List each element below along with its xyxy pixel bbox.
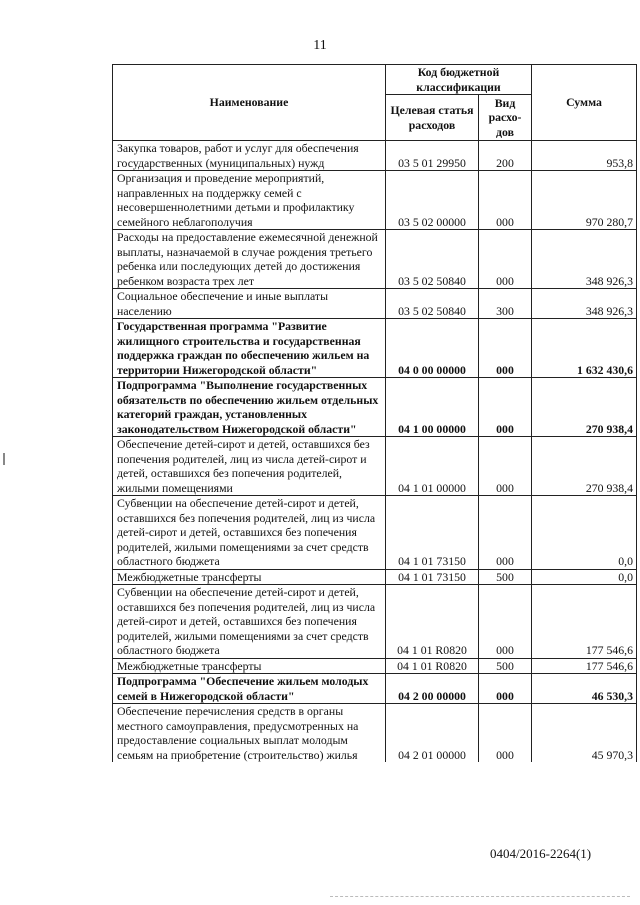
row-name: Социальное обеспечение и иные выплаты населению	[113, 289, 386, 319]
header-amount: Сумма	[532, 65, 637, 141]
row-type: 500	[479, 569, 532, 585]
row-type: 000	[479, 378, 532, 437]
row-sum: 0,0	[532, 569, 637, 585]
row-code: 03 5 02 00000	[386, 171, 479, 230]
row-type: 300	[479, 289, 532, 319]
row-name: Подпрограмма "Выполнение государственных обязательств по обеспечению жильем отдельных категорий граждан, установленных законодательством Нижегородской области"	[113, 378, 386, 437]
row-name: Обеспечение перечисления средств в органы местного самоуправления, предусмотренных на предоставление социальных выплат молодым семьям на приобретение (строительство) жилья	[113, 704, 386, 763]
row-code: 03 5 02 50840	[386, 289, 479, 319]
row-type: 000	[479, 319, 532, 378]
row-sum: 46 530,3	[532, 674, 637, 704]
budget-table	[112, 64, 637, 762]
row-name: Межбюджетные трансферты	[113, 658, 386, 674]
row-code: 03 5 02 50840	[386, 230, 479, 289]
row-code: 04 1 01 00000	[386, 437, 479, 496]
header-target-article: Целевая статья расходов	[386, 95, 479, 141]
row-type: 000	[479, 674, 532, 704]
table-row	[113, 496, 637, 570]
row-type: 500	[479, 658, 532, 674]
row-type: 000	[479, 496, 532, 570]
row-name: Расходы на предоставление ежемесячной денежной выплаты, назначаемой в случае рождения третьего ребенка или последующих детей до достижения ребенком возраста трех лет	[113, 230, 386, 289]
row-sum: 348 926,3	[532, 289, 637, 319]
row-code: 04 2 01 00000	[386, 704, 479, 763]
row-sum: 270 938,4	[532, 378, 637, 437]
row-sum: 953,8	[532, 141, 637, 171]
row-type: 000	[479, 171, 532, 230]
row-sum: 970 280,7	[532, 171, 637, 230]
row-sum: 1 632 430,6	[532, 319, 637, 378]
table-row	[113, 585, 637, 659]
row-type: 000	[479, 437, 532, 496]
table-row	[113, 569, 637, 585]
row-type: 000	[479, 704, 532, 763]
scan-bottom-edge	[330, 896, 630, 897]
table-row	[113, 437, 637, 496]
row-code: 04 2 00 00000	[386, 674, 479, 704]
row-name: Субвенции на обеспечение детей-сирот и детей, оставшихся без попечения родителей, лиц из числа детей-сирот и детей, оставшихся без попечения родителей, жилыми помещениями за счет средств областного бюджета	[113, 585, 386, 659]
row-name: Обеспечение детей-сирот и детей, оставшихся без попечения родителей, лиц из числа детей-сирот и детей, оставшихся без попечения родителей, жилыми помещениями	[113, 437, 386, 496]
table-row-subprogram	[113, 674, 637, 704]
row-code: 03 5 01 29950	[386, 141, 479, 171]
row-name: Организация и проведение мероприятий, направленных на поддержку семей с несовершеннолетними детьми и профилактику семейного неблагополучия	[113, 171, 386, 230]
row-sum: 177 546,6	[532, 585, 637, 659]
header-budget-code-group: Код бюджетной классификации	[386, 65, 532, 95]
row-name: Подпрограмма "Обеспечение жильем молодых семей в Нижегородской области"	[113, 674, 386, 704]
row-sum: 177 546,6	[532, 658, 637, 674]
row-type: 000	[479, 230, 532, 289]
row-code: 04 1 00 00000	[386, 378, 479, 437]
margin-scan-mark	[3, 453, 5, 465]
row-code: 04 0 00 00000	[386, 319, 479, 378]
table-row	[113, 171, 637, 230]
row-code: 04 1 01 73150	[386, 496, 479, 570]
row-sum: 45 970,3	[532, 704, 637, 763]
table-row	[113, 141, 637, 171]
header-name: Наименование	[113, 65, 386, 141]
row-code: 04 1 01 R0820	[386, 585, 479, 659]
table-row	[113, 704, 637, 763]
table-row	[113, 658, 637, 674]
row-type: 000	[479, 585, 532, 659]
row-name: Закупка товаров, работ и услуг для обеспечения государственных (муниципальных) нужд	[113, 141, 386, 171]
table-row	[113, 230, 637, 289]
row-type: 200	[479, 141, 532, 171]
row-sum: 270 938,4	[532, 437, 637, 496]
row-sum: 348 926,3	[532, 230, 637, 289]
row-name: Субвенции на обеспечение детей-сирот и детей, оставшихся без попечения родителей, лиц из числа детей-сирот и детей, оставшихся без попечения родителей, жилыми помещениями за счет средств областного бюджета	[113, 496, 386, 570]
document-code: 0404/2016-2264(1)	[490, 846, 592, 861]
table-row	[113, 289, 637, 319]
row-sum: 0,0	[532, 496, 637, 570]
row-name: Государственная программа "Развитие жилищного строительства и государственная поддержка граждан по обеспечению жильем на территории Нижегородской области"	[113, 319, 386, 378]
table-row-program	[113, 319, 637, 378]
table-row-subprogram	[113, 378, 637, 437]
row-code: 04 1 01 73150	[386, 569, 479, 585]
header-expense-type: Вид расхо-дов	[479, 95, 532, 141]
page-number: 11	[313, 38, 327, 53]
row-name: Межбюджетные трансферты	[113, 569, 386, 585]
row-code: 04 1 01 R0820	[386, 658, 479, 674]
